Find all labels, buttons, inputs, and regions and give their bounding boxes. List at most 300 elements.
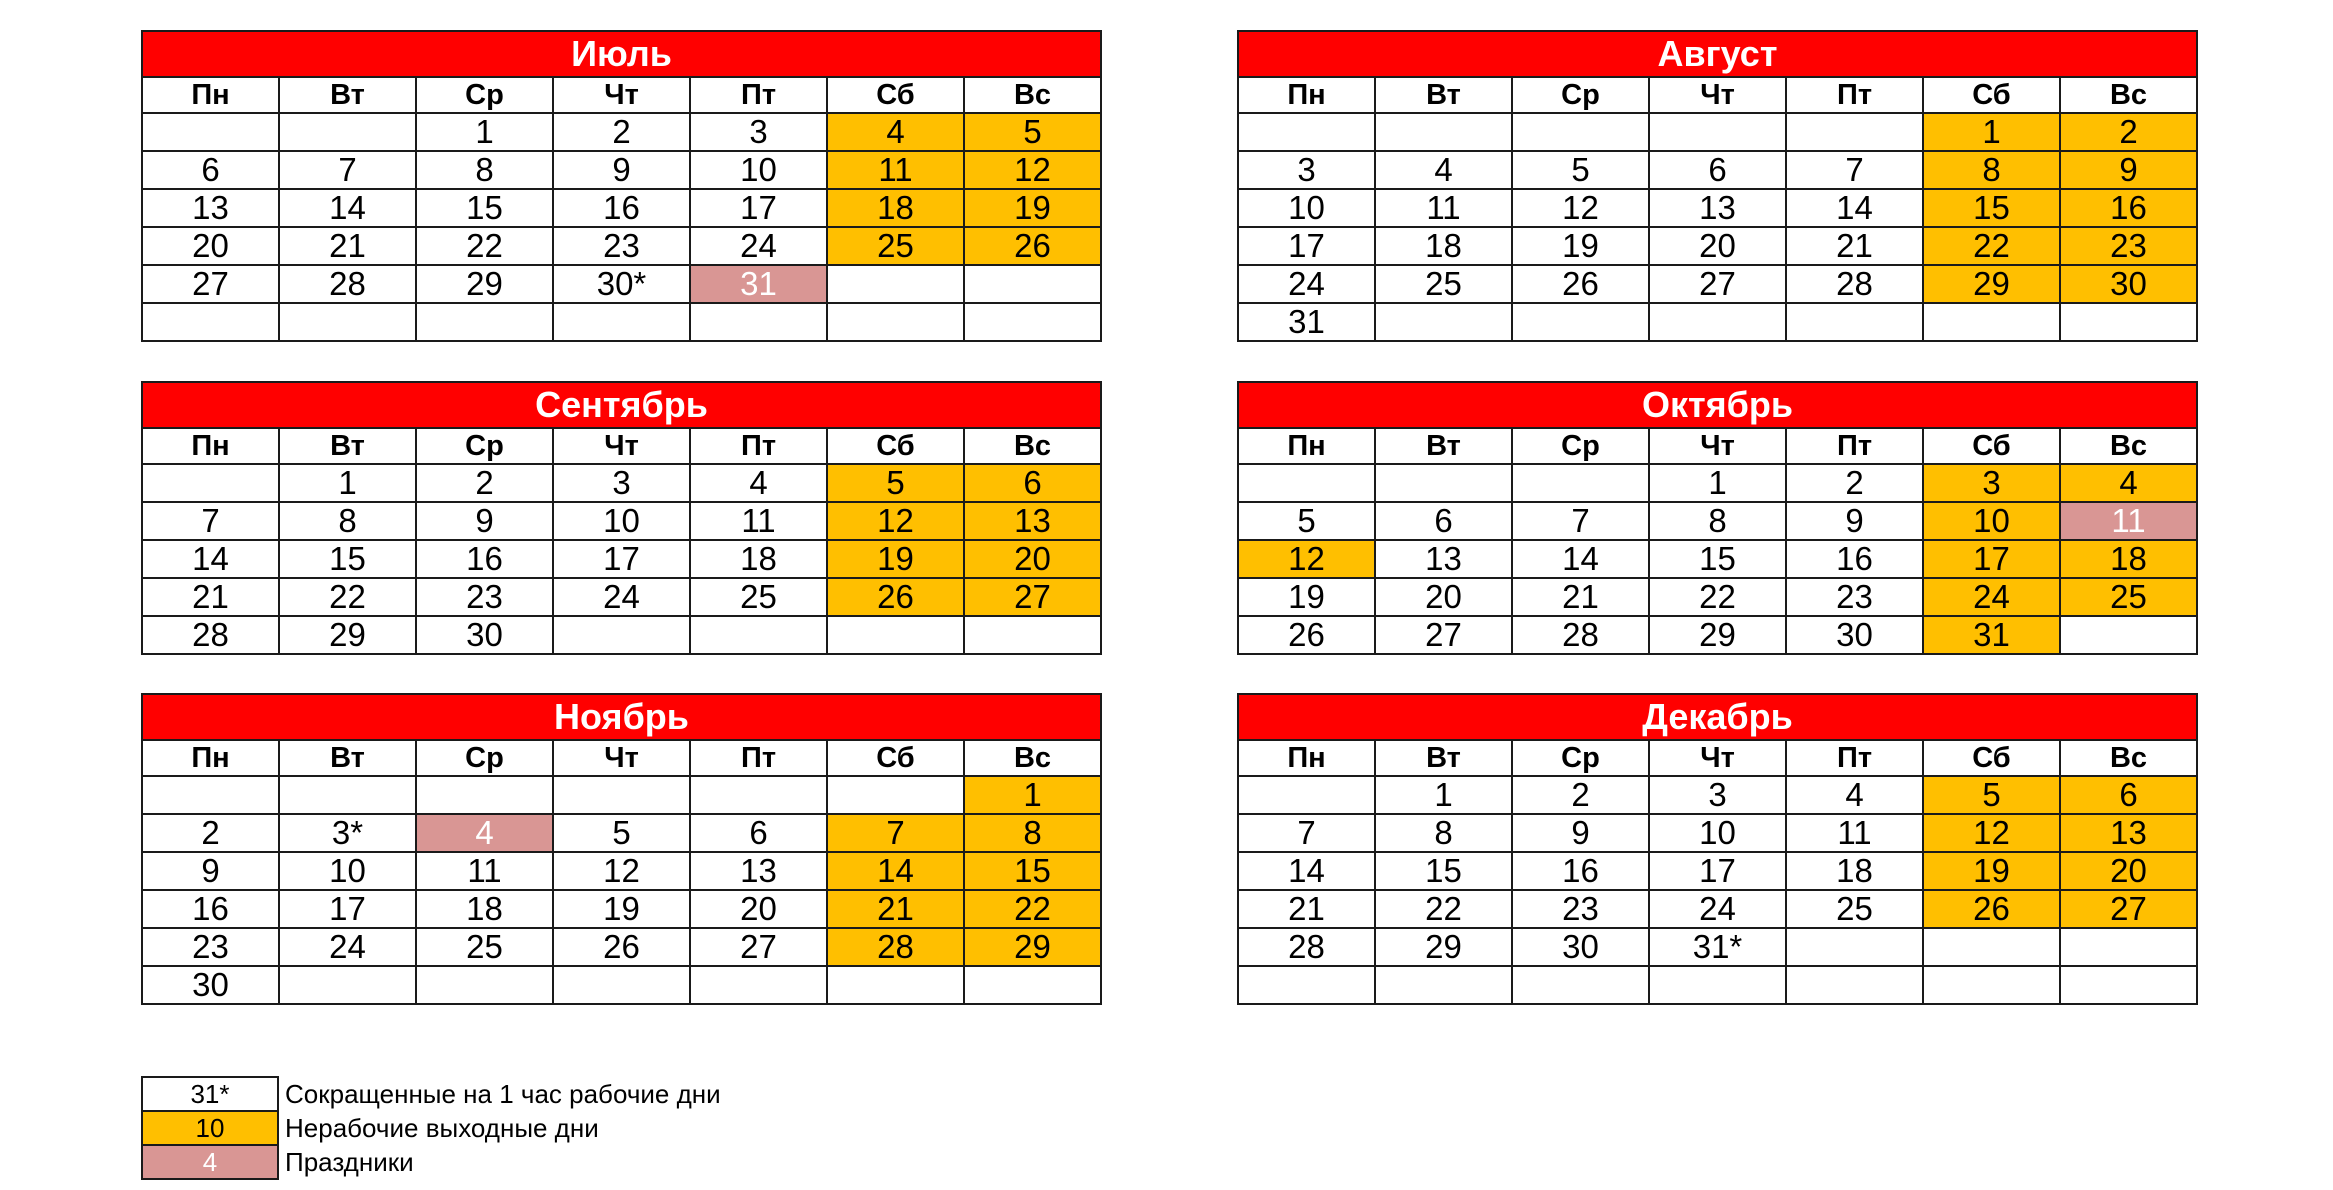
weekday-header: Ср xyxy=(1512,428,1649,464)
day-cell: 17 xyxy=(1649,852,1786,890)
day-cell: 26 xyxy=(1512,265,1649,303)
day-cell: 23 xyxy=(1786,578,1923,616)
day-cell: 24 xyxy=(1649,890,1786,928)
day-cell: 26 xyxy=(1238,616,1375,654)
day-cell: 3 xyxy=(1649,776,1786,814)
weekend-cell: 25 xyxy=(2060,578,2197,616)
empty-cell xyxy=(1923,303,2060,341)
empty-cell xyxy=(553,776,690,814)
weekend-cell: 12 xyxy=(964,151,1101,189)
day-cell: 8 xyxy=(1649,502,1786,540)
weekday-header-row xyxy=(1238,428,2197,464)
week-row xyxy=(1238,502,2197,540)
day-cell: 31* xyxy=(1649,928,1786,966)
day-cell: 20 xyxy=(1375,578,1512,616)
week-row xyxy=(142,616,1101,654)
weekend-cell: 7 xyxy=(827,814,964,852)
empty-cell xyxy=(827,776,964,814)
weekday-header: Вс xyxy=(964,740,1101,776)
day-cell: 13 xyxy=(1649,189,1786,227)
week-row xyxy=(1238,852,2197,890)
weekday-header: Сб xyxy=(1923,428,2060,464)
day-cell: 10 xyxy=(690,151,827,189)
weekend-cell: 23 xyxy=(2060,227,2197,265)
day-cell: 19 xyxy=(1512,227,1649,265)
weekday-header: Сб xyxy=(827,740,964,776)
day-cell: 10 xyxy=(1649,814,1786,852)
weekday-header: Вс xyxy=(964,428,1101,464)
day-cell: 2 xyxy=(1512,776,1649,814)
day-cell: 11 xyxy=(416,852,553,890)
empty-cell xyxy=(279,776,416,814)
day-cell: 10 xyxy=(1238,189,1375,227)
empty-cell xyxy=(142,303,279,341)
day-cell: 19 xyxy=(1238,578,1375,616)
day-cell: 18 xyxy=(690,540,827,578)
weekday-header: Сб xyxy=(1923,77,2060,113)
week-row xyxy=(1238,776,2197,814)
day-cell: 15 xyxy=(1375,852,1512,890)
weekday-header: Вт xyxy=(279,740,416,776)
day-cell: 21 xyxy=(142,578,279,616)
day-cell: 7 xyxy=(1786,151,1923,189)
empty-cell xyxy=(2060,966,2197,1004)
day-cell: 20 xyxy=(1649,227,1786,265)
empty-cell xyxy=(279,303,416,341)
day-cell: 6 xyxy=(1375,502,1512,540)
weekend-cell: 22 xyxy=(1923,227,2060,265)
weekday-header-row xyxy=(142,428,1101,464)
weekend-cell: 11 xyxy=(827,151,964,189)
week-row xyxy=(1238,966,2197,1004)
weekend-cell: 4 xyxy=(2060,464,2197,502)
weekday-header: Пт xyxy=(690,428,827,464)
empty-cell xyxy=(2060,303,2197,341)
day-cell: 3 xyxy=(1238,151,1375,189)
weekday-header: Пт xyxy=(690,740,827,776)
weekend-cell: 14 xyxy=(827,852,964,890)
empty-cell xyxy=(1238,113,1375,151)
weekend-cell: 1 xyxy=(964,776,1101,814)
empty-cell xyxy=(416,966,553,1004)
weekday-header: Пн xyxy=(142,740,279,776)
day-cell: 4 xyxy=(1375,151,1512,189)
day-cell: 20 xyxy=(142,227,279,265)
weekday-header: Пт xyxy=(1786,740,1923,776)
month-title-row xyxy=(142,31,1101,77)
weekend-cell: 15 xyxy=(964,852,1101,890)
empty-cell xyxy=(964,303,1101,341)
weekday-header: Ср xyxy=(1512,740,1649,776)
weekday-header: Чт xyxy=(1649,428,1786,464)
weekend-cell: 13 xyxy=(2060,814,2197,852)
day-cell: 9 xyxy=(416,502,553,540)
empty-cell xyxy=(964,616,1101,654)
weekend-cell: 13 xyxy=(964,502,1101,540)
legend-swatch-weekend: 10 xyxy=(142,1111,278,1145)
day-cell: 7 xyxy=(142,502,279,540)
weekend-cell: 1 xyxy=(1923,113,2060,151)
day-cell: 14 xyxy=(1786,189,1923,227)
day-cell: 8 xyxy=(416,151,553,189)
day-cell: 2 xyxy=(1786,464,1923,502)
day-cell: 3 xyxy=(690,113,827,151)
day-cell: 13 xyxy=(690,852,827,890)
empty-cell xyxy=(2060,928,2197,966)
day-cell: 28 xyxy=(1786,265,1923,303)
day-cell: 21 xyxy=(279,227,416,265)
day-cell: 16 xyxy=(1786,540,1923,578)
week-row xyxy=(1238,227,2197,265)
day-cell: 17 xyxy=(553,540,690,578)
day-cell: 23 xyxy=(416,578,553,616)
day-cell: 11 xyxy=(690,502,827,540)
day-cell: 16 xyxy=(416,540,553,578)
month-title-row xyxy=(1238,382,2197,428)
month-september xyxy=(141,381,1102,655)
day-cell: 1 xyxy=(1375,776,1512,814)
month-november xyxy=(141,693,1102,1005)
weekend-cell: 8 xyxy=(1923,151,2060,189)
empty-cell xyxy=(1786,928,1923,966)
month-december xyxy=(1237,693,2198,1005)
day-cell: 27 xyxy=(690,928,827,966)
empty-cell xyxy=(279,113,416,151)
week-row xyxy=(142,227,1101,265)
weekday-header: Пн xyxy=(142,428,279,464)
empty-cell xyxy=(690,303,827,341)
day-cell: 9 xyxy=(1512,814,1649,852)
month-title: Август xyxy=(1238,31,2197,77)
legend-row-weekend xyxy=(142,1111,722,1145)
weekend-cell: 18 xyxy=(827,189,964,227)
weekend-cell: 22 xyxy=(964,890,1101,928)
legend-row-holiday xyxy=(142,1145,722,1179)
day-cell: 25 xyxy=(416,928,553,966)
month-title-row xyxy=(1238,31,2197,77)
day-cell: 6 xyxy=(690,814,827,852)
weekday-header: Чт xyxy=(1649,740,1786,776)
day-cell: 2 xyxy=(553,113,690,151)
empty-cell xyxy=(142,113,279,151)
day-cell: 24 xyxy=(1238,265,1375,303)
day-cell: 4 xyxy=(1786,776,1923,814)
empty-cell xyxy=(827,966,964,1004)
day-cell: 24 xyxy=(690,227,827,265)
day-cell: 27 xyxy=(1375,616,1512,654)
weekday-header: Пн xyxy=(1238,740,1375,776)
weekend-cell: 3 xyxy=(1923,464,2060,502)
week-row xyxy=(142,113,1101,151)
empty-cell xyxy=(827,265,964,303)
day-cell: 9 xyxy=(142,852,279,890)
month-title-row xyxy=(1238,694,2197,740)
day-cell: 14 xyxy=(279,189,416,227)
empty-cell xyxy=(1238,464,1375,502)
week-row xyxy=(142,928,1101,966)
week-row xyxy=(142,189,1101,227)
weekend-cell: 25 xyxy=(827,227,964,265)
legend-row-short-day xyxy=(142,1077,722,1111)
empty-cell xyxy=(1786,113,1923,151)
day-cell: 5 xyxy=(553,814,690,852)
weekend-cell: 31 xyxy=(1923,616,2060,654)
day-cell: 22 xyxy=(1375,890,1512,928)
week-row xyxy=(1238,464,2197,502)
day-cell: 29 xyxy=(1649,616,1786,654)
day-cell: 16 xyxy=(142,890,279,928)
weekend-cell: 28 xyxy=(827,928,964,966)
week-row xyxy=(1238,265,2197,303)
empty-cell xyxy=(827,616,964,654)
day-cell: 13 xyxy=(1375,540,1512,578)
weekday-header: Ср xyxy=(1512,77,1649,113)
day-cell: 26 xyxy=(553,928,690,966)
day-cell: 11 xyxy=(1375,189,1512,227)
weekday-header-row xyxy=(142,77,1101,113)
empty-cell xyxy=(2060,616,2197,654)
day-cell: 24 xyxy=(553,578,690,616)
day-cell: 20 xyxy=(690,890,827,928)
week-row xyxy=(1238,814,2197,852)
day-cell: 21 xyxy=(1238,890,1375,928)
holiday-cell: 11 xyxy=(2060,502,2197,540)
weekday-header: Сб xyxy=(827,77,964,113)
week-row xyxy=(142,776,1101,814)
weekend-cell: 17 xyxy=(1923,540,2060,578)
weekday-header: Пт xyxy=(1786,428,1923,464)
day-cell: 27 xyxy=(1649,265,1786,303)
weekend-cell: 5 xyxy=(1923,776,2060,814)
empty-cell xyxy=(142,776,279,814)
day-cell: 29 xyxy=(279,616,416,654)
weekend-cell: 4 xyxy=(827,113,964,151)
weekday-header: Пт xyxy=(690,77,827,113)
month-title: Сентябрь xyxy=(142,382,1101,428)
day-cell: 25 xyxy=(690,578,827,616)
empty-cell xyxy=(1923,966,2060,1004)
day-cell: 29 xyxy=(1375,928,1512,966)
weekend-cell: 26 xyxy=(964,227,1101,265)
day-cell: 28 xyxy=(1238,928,1375,966)
month-title: Октябрь xyxy=(1238,382,2197,428)
weekday-header-row xyxy=(1238,77,2197,113)
day-cell: 9 xyxy=(1786,502,1923,540)
weekend-cell: 29 xyxy=(964,928,1101,966)
weekday-header: Чт xyxy=(553,428,690,464)
month-title-row xyxy=(142,382,1101,428)
day-cell: 30 xyxy=(1786,616,1923,654)
day-cell: 19 xyxy=(553,890,690,928)
empty-cell xyxy=(1512,303,1649,341)
empty-cell xyxy=(964,265,1101,303)
day-cell: 9 xyxy=(553,151,690,189)
weekday-header: Пн xyxy=(142,77,279,113)
day-cell: 12 xyxy=(553,852,690,890)
week-row xyxy=(142,852,1101,890)
weekday-header: Ср xyxy=(416,428,553,464)
month-title: Июль xyxy=(142,31,1101,77)
day-cell: 15 xyxy=(416,189,553,227)
day-cell: 22 xyxy=(279,578,416,616)
empty-cell xyxy=(1786,303,1923,341)
weekend-cell: 10 xyxy=(1923,502,2060,540)
empty-cell xyxy=(827,303,964,341)
empty-cell xyxy=(416,776,553,814)
week-row xyxy=(142,151,1101,189)
day-cell: 8 xyxy=(1375,814,1512,852)
weekend-cell: 19 xyxy=(827,540,964,578)
weekend-cell: 29 xyxy=(1923,265,2060,303)
week-row xyxy=(1238,890,2197,928)
day-cell: 27 xyxy=(142,265,279,303)
legend-swatch-short-day: 31* xyxy=(142,1077,278,1111)
empty-cell xyxy=(1375,303,1512,341)
day-cell: 1 xyxy=(279,464,416,502)
day-cell: 23 xyxy=(142,928,279,966)
weekday-header: Чт xyxy=(553,77,690,113)
week-row xyxy=(142,540,1101,578)
week-row xyxy=(142,464,1101,502)
weekend-cell: 2 xyxy=(2060,113,2197,151)
day-cell: 28 xyxy=(1512,616,1649,654)
day-cell: 23 xyxy=(553,227,690,265)
day-cell: 25 xyxy=(1786,890,1923,928)
month-july xyxy=(141,30,1102,342)
day-cell: 7 xyxy=(1512,502,1649,540)
weekday-header: Чт xyxy=(553,740,690,776)
day-cell: 4 xyxy=(690,464,827,502)
empty-cell xyxy=(690,966,827,1004)
day-cell: 14 xyxy=(142,540,279,578)
month-title: Ноябрь xyxy=(142,694,1101,740)
weekday-header-row xyxy=(1238,740,2197,776)
weekend-cell: 5 xyxy=(964,113,1101,151)
weekday-header: Ср xyxy=(416,77,553,113)
empty-cell xyxy=(553,303,690,341)
weekend-cell: 20 xyxy=(964,540,1101,578)
day-cell: 1 xyxy=(416,113,553,151)
week-row xyxy=(142,303,1101,341)
legend-label-short-day: Сокращенные на 1 час рабочие дни xyxy=(285,1079,721,1109)
weekday-header: Чт xyxy=(1649,77,1786,113)
day-cell: 21 xyxy=(1786,227,1923,265)
weekend-cell: 19 xyxy=(964,189,1101,227)
day-cell: 16 xyxy=(1512,852,1649,890)
weekend-cell: 24 xyxy=(1923,578,2060,616)
day-cell: 2 xyxy=(416,464,553,502)
month-title: Декабрь xyxy=(1238,694,2197,740)
weekday-header: Вс xyxy=(2060,77,2197,113)
legend-label-holiday: Праздники xyxy=(285,1147,414,1177)
day-cell: 30* xyxy=(553,265,690,303)
week-row xyxy=(1238,303,2197,341)
weekday-header: Пн xyxy=(1238,77,1375,113)
week-row xyxy=(1238,540,2197,578)
day-cell: 30 xyxy=(416,616,553,654)
weekday-header: Вс xyxy=(964,77,1101,113)
empty-cell xyxy=(1238,776,1375,814)
weekday-header: Вт xyxy=(1375,77,1512,113)
weekend-cell: 6 xyxy=(964,464,1101,502)
week-row xyxy=(1238,928,2197,966)
empty-cell xyxy=(553,616,690,654)
week-row xyxy=(1238,616,2197,654)
empty-cell xyxy=(1786,966,1923,1004)
weekday-header: Вт xyxy=(1375,740,1512,776)
week-row xyxy=(142,966,1101,1004)
month-august xyxy=(1237,30,2198,342)
day-cell: 30 xyxy=(142,966,279,1004)
weekend-cell: 21 xyxy=(827,890,964,928)
weekend-cell: 26 xyxy=(1923,890,2060,928)
day-cell: 16 xyxy=(553,189,690,227)
empty-cell xyxy=(279,966,416,1004)
weekend-cell: 9 xyxy=(2060,151,2197,189)
day-cell: 5 xyxy=(1238,502,1375,540)
empty-cell xyxy=(1649,303,1786,341)
week-row xyxy=(142,502,1101,540)
week-row xyxy=(1238,189,2197,227)
weekend-cell: 19 xyxy=(1923,852,2060,890)
day-cell: 21 xyxy=(1512,578,1649,616)
day-cell: 5 xyxy=(1512,151,1649,189)
day-cell: 12 xyxy=(1512,189,1649,227)
day-cell: 22 xyxy=(1649,578,1786,616)
day-cell: 17 xyxy=(1238,227,1375,265)
weekday-header-row xyxy=(142,740,1101,776)
empty-cell xyxy=(1375,113,1512,151)
day-cell: 1 xyxy=(1649,464,1786,502)
weekend-cell: 6 xyxy=(2060,776,2197,814)
empty-cell xyxy=(1649,113,1786,151)
day-cell: 29 xyxy=(416,265,553,303)
weekday-header: Пн xyxy=(1238,428,1375,464)
day-cell: 6 xyxy=(1649,151,1786,189)
day-cell: 7 xyxy=(279,151,416,189)
empty-cell xyxy=(1923,928,2060,966)
day-cell: 30 xyxy=(1512,928,1649,966)
legend-label-weekend: Нерабочие выходные дни xyxy=(285,1113,599,1143)
week-row xyxy=(142,265,1101,303)
weekday-header: Вс xyxy=(2060,740,2197,776)
day-cell: 7 xyxy=(1238,814,1375,852)
weekend-cell: 26 xyxy=(827,578,964,616)
weekend-cell: 27 xyxy=(2060,890,2197,928)
weekday-header: Пт xyxy=(1786,77,1923,113)
day-cell: 18 xyxy=(1375,227,1512,265)
legend xyxy=(141,1076,723,1180)
day-cell: 15 xyxy=(1649,540,1786,578)
day-cell: 2 xyxy=(142,814,279,852)
week-row xyxy=(1238,151,2197,189)
empty-cell xyxy=(964,966,1101,1004)
weekday-header: Вт xyxy=(279,428,416,464)
empty-cell xyxy=(690,616,827,654)
weekend-cell: 5 xyxy=(827,464,964,502)
day-cell: 10 xyxy=(279,852,416,890)
day-cell: 3 xyxy=(553,464,690,502)
weekday-header: Вт xyxy=(1375,428,1512,464)
weekday-header: Ср xyxy=(416,740,553,776)
empty-cell xyxy=(1375,464,1512,502)
day-cell: 11 xyxy=(1786,814,1923,852)
empty-cell xyxy=(1375,966,1512,1004)
day-cell: 14 xyxy=(1238,852,1375,890)
weekend-cell: 12 xyxy=(1923,814,2060,852)
day-cell: 24 xyxy=(279,928,416,966)
holiday-cell: 31 xyxy=(690,265,827,303)
